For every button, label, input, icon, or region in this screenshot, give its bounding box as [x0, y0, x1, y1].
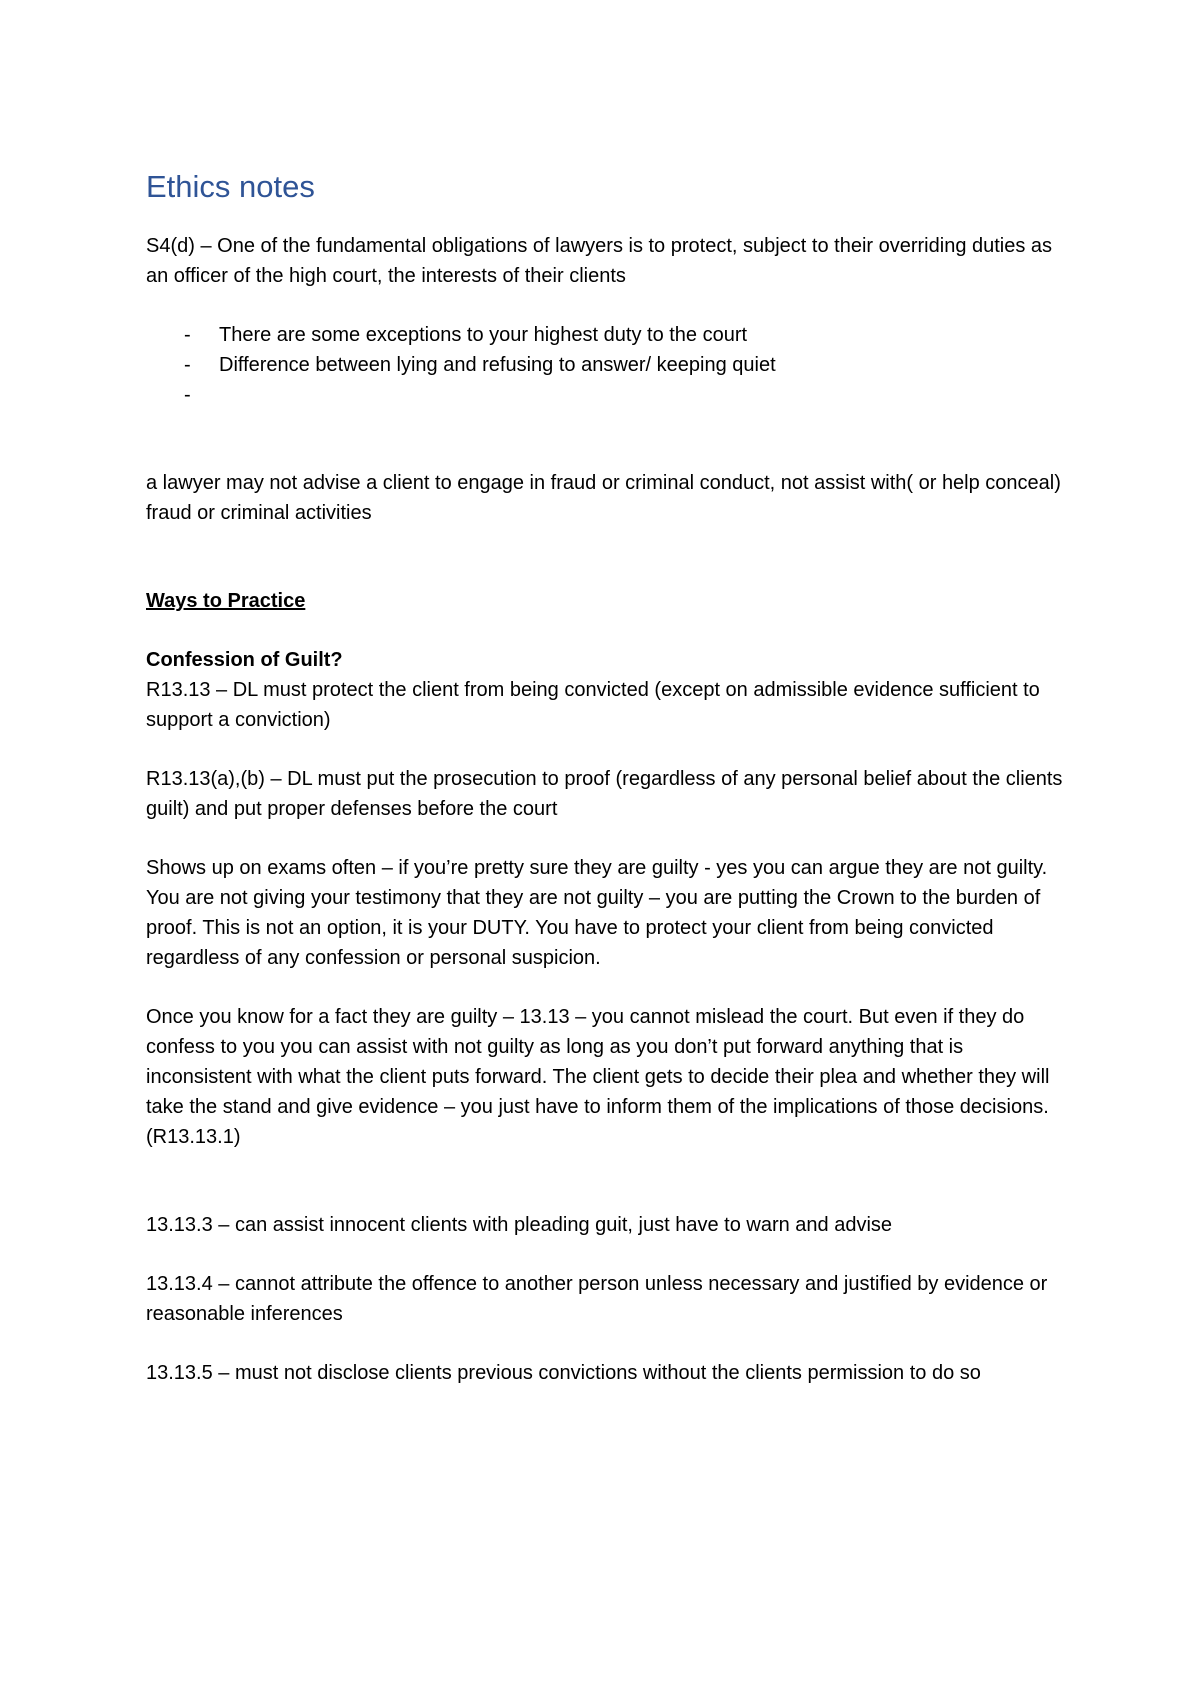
spacer [146, 1152, 1066, 1210]
spacer [146, 616, 1066, 645]
spacer [146, 735, 1066, 764]
rule-r1313-paragraph: R13.13 – DL must protect the client from being convicted (except on admissible evidence sufficient to support a conviction) [146, 679, 1040, 732]
dash-list [146, 320, 1066, 410]
rule-13133-paragraph: 13.13.3 – can assist innocent clients with pleading guit, just have to warn and advise [146, 1214, 893, 1237]
spacer [146, 824, 1066, 853]
rule-13135-paragraph: 13.13.5 – must not disclose clients previous convictions without the clients permission to do so [146, 1362, 981, 1385]
once-paragraph: Once you know for a fact they are guilty – 13.13 – you cannot mislead the court. But even if they do confess to you you can assist with not guilty as long as you don’t put forward anything that is inconsistent with what the client puts forward. The client gets to decide their plea and whether they will take the stand and give evidence – you just have to inform them of the implications of those decisions. (R13.13.1) [146, 1006, 1050, 1149]
spacer [146, 1240, 1066, 1269]
list-item [184, 380, 1066, 410]
fraud-paragraph: a lawyer may not advise a client to engage in fraud or criminal conduct, not assist with( or help conceal) fraud or criminal activities [146, 472, 1061, 525]
section-heading: Ways to Practice [146, 590, 306, 613]
rule-13134-paragraph: 13.13.4 – cannot attribute the offence to another person unless necessary and justified by evidence or reasonable inferences [146, 1273, 1048, 1326]
intro-paragraph: S4(d) – One of the fundamental obligations of lawyers is to protect, subject to their overriding duties as an officer of the high court, the interests of their clients [146, 235, 1053, 288]
document-page [146, 168, 1066, 1388]
subheading: Confession of Guilt? [146, 649, 343, 672]
rule-r1313ab-paragraph: R13.13(a),(b) – DL must put the prosecution to proof (regardless of any personal belief about the clients guilt) and put proper defenses before the court [146, 768, 1063, 821]
spacer [146, 291, 1066, 320]
exams-paragraph: Shows up on exams often – if you’re pretty sure they are guilty - yes you can argue they are not guilty. You are not giving your testimony that they are not guilty – you are putting the Crown to the burden of proof. This is not an option, it is your DUTY. You have to protect your client from being convicted regardless of any confession or personal suspicion. [146, 857, 1048, 970]
spacer [146, 528, 1066, 586]
spacer [146, 973, 1066, 1002]
page-title: Ethics notes [146, 169, 315, 204]
list-item: - There are some exceptions to your highest duty to the court [184, 320, 1066, 350]
spacer [146, 1329, 1066, 1358]
list-item: - Difference between lying and refusing to answer/ keeping quiet [184, 350, 1066, 380]
spacer [146, 410, 1066, 468]
